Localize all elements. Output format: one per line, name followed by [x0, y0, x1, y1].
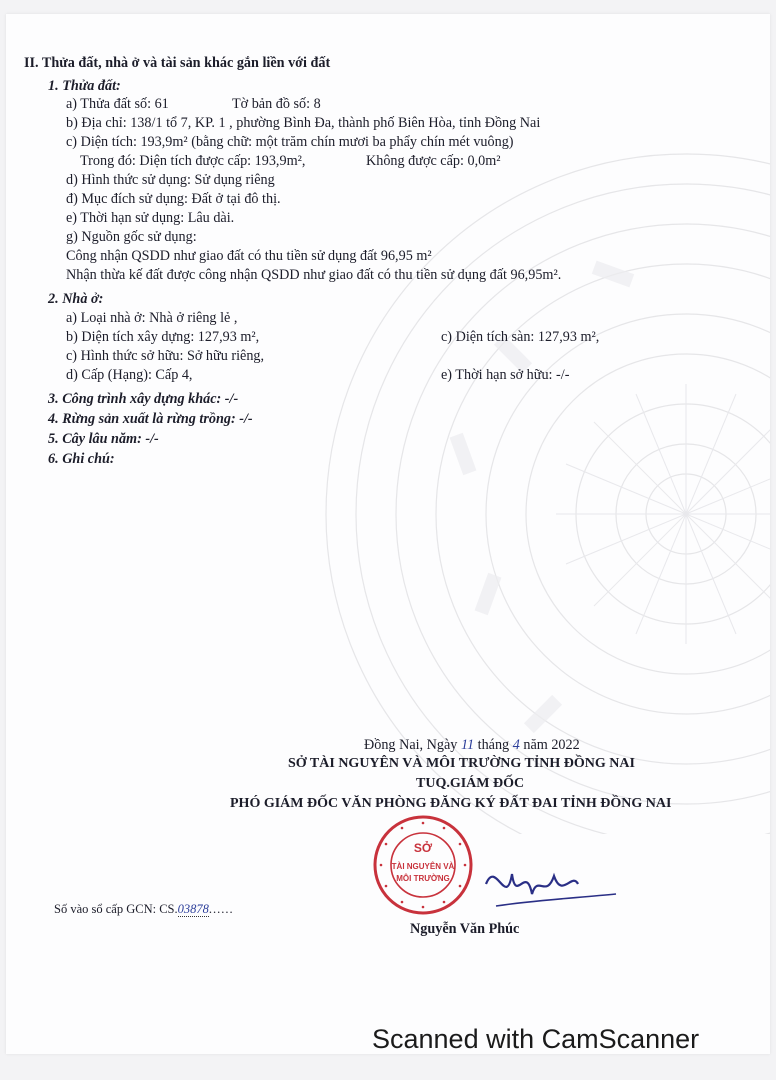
- floor-area: c) Diện tích sàn: 127,93 m²,: [441, 329, 600, 345]
- land-heading: 1. Thửa đất:: [48, 78, 121, 94]
- use-origin: g) Nguồn gốc sử dụng:: [66, 229, 197, 245]
- acting-director: TUQ.GIÁM ĐỐC: [416, 776, 525, 791]
- ownership-form: c) Hình thức sở hữu: Sở hữu riêng,: [66, 348, 265, 364]
- date-year: năm 2022: [519, 737, 580, 753]
- ownership-term: e) Thời hạn sở hữu: -/-: [441, 367, 570, 383]
- background-drum-pattern: [306, 134, 770, 834]
- signer-title: PHÓ GIÁM ĐỐC VĂN PHÒNG ĐĂNG KÝ ĐẤT ĐAI TỈNH ĐỒNG NAI: [230, 796, 672, 811]
- other-works: 3. Công trình xây dựng khác: -/-: [48, 391, 239, 407]
- date-prefix: Đồng Nai, Ngày: [364, 737, 461, 753]
- registry-label: Số vào sổ cấp GCN: CS.: [54, 902, 178, 916]
- registry-value: 03878: [177, 902, 209, 916]
- area-not-granted: Không được cấp: 0,0m²: [366, 153, 501, 169]
- origin-line-1: Công nhận QSDD như giao đất có thu tiền sử dụng đất 96,95 m²: [66, 248, 432, 264]
- seal-line-3: MÔI TRƯỜNG: [396, 874, 450, 883]
- date-month: 4: [512, 737, 520, 753]
- section-title: II. Thửa đất, nhà ở và tài sản khác gắn liền với đất: [24, 55, 331, 71]
- handwritten-signature: [476, 854, 626, 924]
- house-grade: d) Cấp (Hạng): Cấp 4,: [66, 367, 193, 383]
- perennial-trees: 5. Cây lâu năm: -/-: [48, 431, 159, 447]
- map-sheet-number: Tờ bản đồ số: 8: [232, 96, 321, 112]
- area-granted: Trong đó: Diện tích được cấp: 193,9m²,: [80, 153, 306, 169]
- use-term: e) Thời hạn sử dụng: Lâu dài.: [66, 210, 235, 226]
- use-purpose: đ) Mục đích sử dụng: Đất ở tại đô thị.: [66, 191, 281, 207]
- house-type: a) Loại nhà ở: Nhà ở riêng lẻ ,: [66, 310, 238, 326]
- origin-line-2: Nhận thừa kế đất được công nhận QSDD như giao đất có thu tiền sử dụng đất 96,95m².: [66, 267, 562, 283]
- certificate-page: [6, 14, 770, 1054]
- area: c) Diện tích: 193,9m² (bằng chữ: một trăm chín mươi ba phẩy chín mét vuông): [66, 134, 514, 150]
- parcel-number: a) Thửa đất số: 61: [66, 96, 169, 112]
- production-forest: 4. Rừng sản xuất là rừng trồng: -/-: [48, 411, 253, 427]
- use-form: d) Hình thức sử dụng: Sử dụng riêng: [66, 172, 275, 188]
- month-label: tháng: [474, 737, 513, 753]
- seal-line-1: SỞ: [413, 841, 433, 855]
- date-day: 11: [460, 737, 475, 753]
- notes-heading: 6. Ghi chú:: [48, 451, 115, 467]
- house-heading: 2. Nhà ở:: [48, 291, 104, 307]
- seal-line-2: TÀI NGUYÊN VÀ: [391, 862, 455, 871]
- signing-date: [364, 736, 580, 754]
- built-area: b) Diện tích xây dựng: 127,93 m²,: [66, 329, 260, 345]
- registry-number: Số vào sổ cấp GCN: CS.03878......: [54, 902, 234, 916]
- signer-name: Nguyễn Văn Phúc: [410, 921, 520, 937]
- scanner-watermark: Scanned with CamScanner: [372, 1024, 700, 1054]
- official-seal: [372, 814, 474, 916]
- address: b) Địa chỉ: 138/1 tổ 7, KP. 1 , phường Bình Đa, thành phố Biên Hòa, tỉnh Đồng Nai: [66, 115, 541, 131]
- department-name: SỞ TÀI NGUYÊN VÀ MÔI TRƯỜNG TỈNH ĐỒNG NAI: [288, 756, 635, 771]
